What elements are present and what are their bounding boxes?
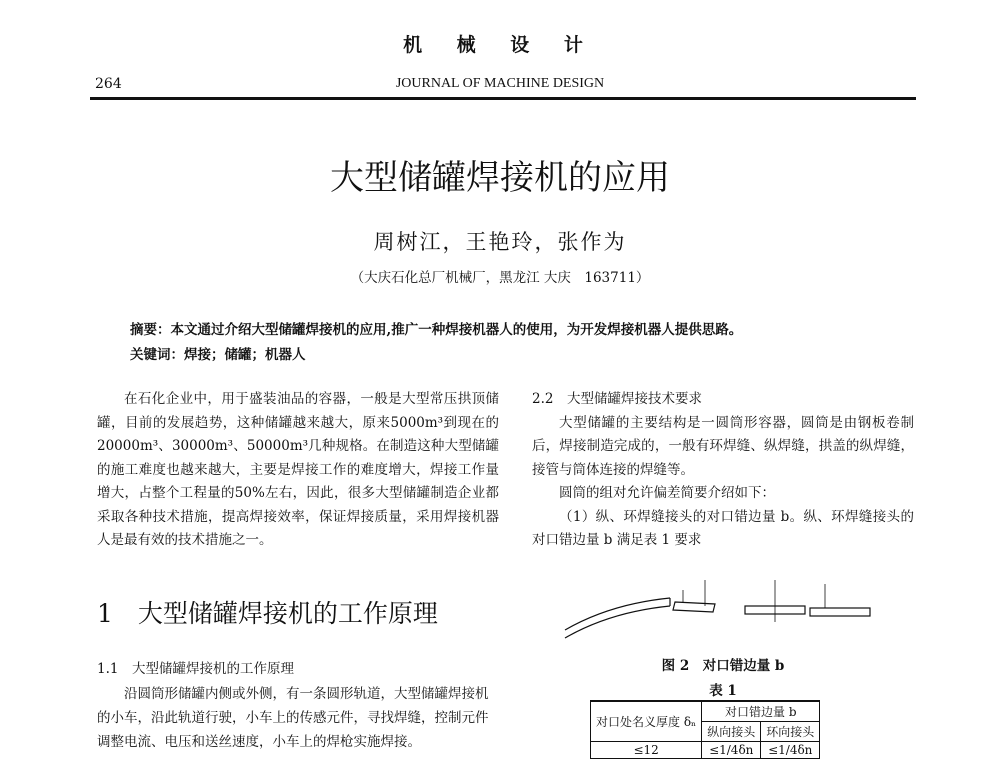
- page-number: 264: [95, 76, 122, 92]
- paper-authors: 周树江，王艳玲，张作为: [373, 230, 627, 254]
- subsection-heading-2-2: 2.2 大型储罐焊接技术要求: [532, 391, 702, 407]
- keywords-label: 关键词：: [130, 347, 184, 363]
- journal-title-cn: 机 械 设 计: [403, 34, 597, 56]
- figure-2-caption: 图 2 对口错边量 b: [661, 658, 785, 674]
- paragraph-2-2-b: 圆筒的组对允许偏差简要介绍如下：: [559, 485, 775, 501]
- paper-title: 大型储罐焊接机的应用: [330, 158, 670, 198]
- paragraph-2-2-a: 大型储罐的主要结构是一圆筒形容器，圆筒是由钢板卷制后，焊接制造完成的，一般有环焊缝、纵焊缝，拱盖的纵焊缝，接管与筒体连接的焊缝等。: [532, 414, 914, 478]
- table-cell: ≤12: [591, 742, 702, 759]
- figure-2-diagram: [555, 560, 895, 650]
- keywords: [130, 343, 306, 363]
- subsection-heading-1-1: 1.1 大型储罐焊接机的工作原理: [97, 661, 294, 677]
- abstract-text: 本文通过介绍大型储罐焊接机的应用,推广一种焊接机器人的使用，为开发焊接机器人提供思路。: [170, 322, 743, 338]
- abstract-label: 摘要：: [130, 322, 171, 338]
- journal-title-en: JOURNAL OF MACHINE DESIGN: [395, 76, 605, 91]
- left-column-1-1: [97, 682, 499, 754]
- table-col-thickness-header: 对口处名义厚度 δₙ: [591, 701, 702, 742]
- table-1-label: 表 1: [709, 683, 737, 699]
- header-rule: [90, 97, 916, 100]
- table-group-header: 对口错边量 b: [702, 701, 820, 722]
- table-subheader-circumferential: 环向接头: [761, 722, 820, 742]
- abstract: [130, 318, 742, 338]
- table-cell: ≤1/4δn: [702, 742, 761, 759]
- paragraph-1-1: 沿圆筒形储罐内侧或外侧，有一条圆形轨道，大型储罐焊接机的小车，沿此轨道行驶，小车上的传感元件，寻找焊缝，控制元件调整电流、电压和送丝速度，小车上的焊枪实施焊接。: [97, 686, 489, 750]
- paper-affiliation: （大庆石化总厂机械厂，黑龙江 大庆 163711）: [350, 270, 650, 286]
- table-subheader-longitudinal: 纵向接头: [702, 722, 761, 742]
- keywords-text: 焊接；储罐；机器人: [184, 347, 306, 363]
- paragraph-2-2-c: （1）纵、环焊缝接头的对口错边量 b。纵、环焊缝接头的对口错边量 b 满足表 1 要求: [532, 508, 914, 548]
- intro-paragraph: 在石化企业中，用于盛装油品的容器，一般是大型常压拱顶储罐，目前的发展趋势，这种储罐越来越大，原来5000m³到现在的20000m³、30000m³、50000m³几种规格。在制造这种大型储罐的施工难度也越来越大，主要是焊接工作的难度增大，焊接工作量增大，占整个工程量的50%左右，因此，很多大型储罐制造企业都采取各种技术措施，提高焊接效率，保证焊接质量，采用焊接机器人是最有效的技术措施之一。: [97, 391, 499, 548]
- section-heading-1: 1 大型储罐焊接机的工作原理: [97, 599, 438, 628]
- left-column-intro: [97, 388, 499, 553]
- table-cell: ≤1/4δn: [761, 742, 820, 759]
- right-column: [532, 388, 914, 553]
- table-1: [590, 700, 820, 759]
- table-row: [591, 742, 820, 759]
